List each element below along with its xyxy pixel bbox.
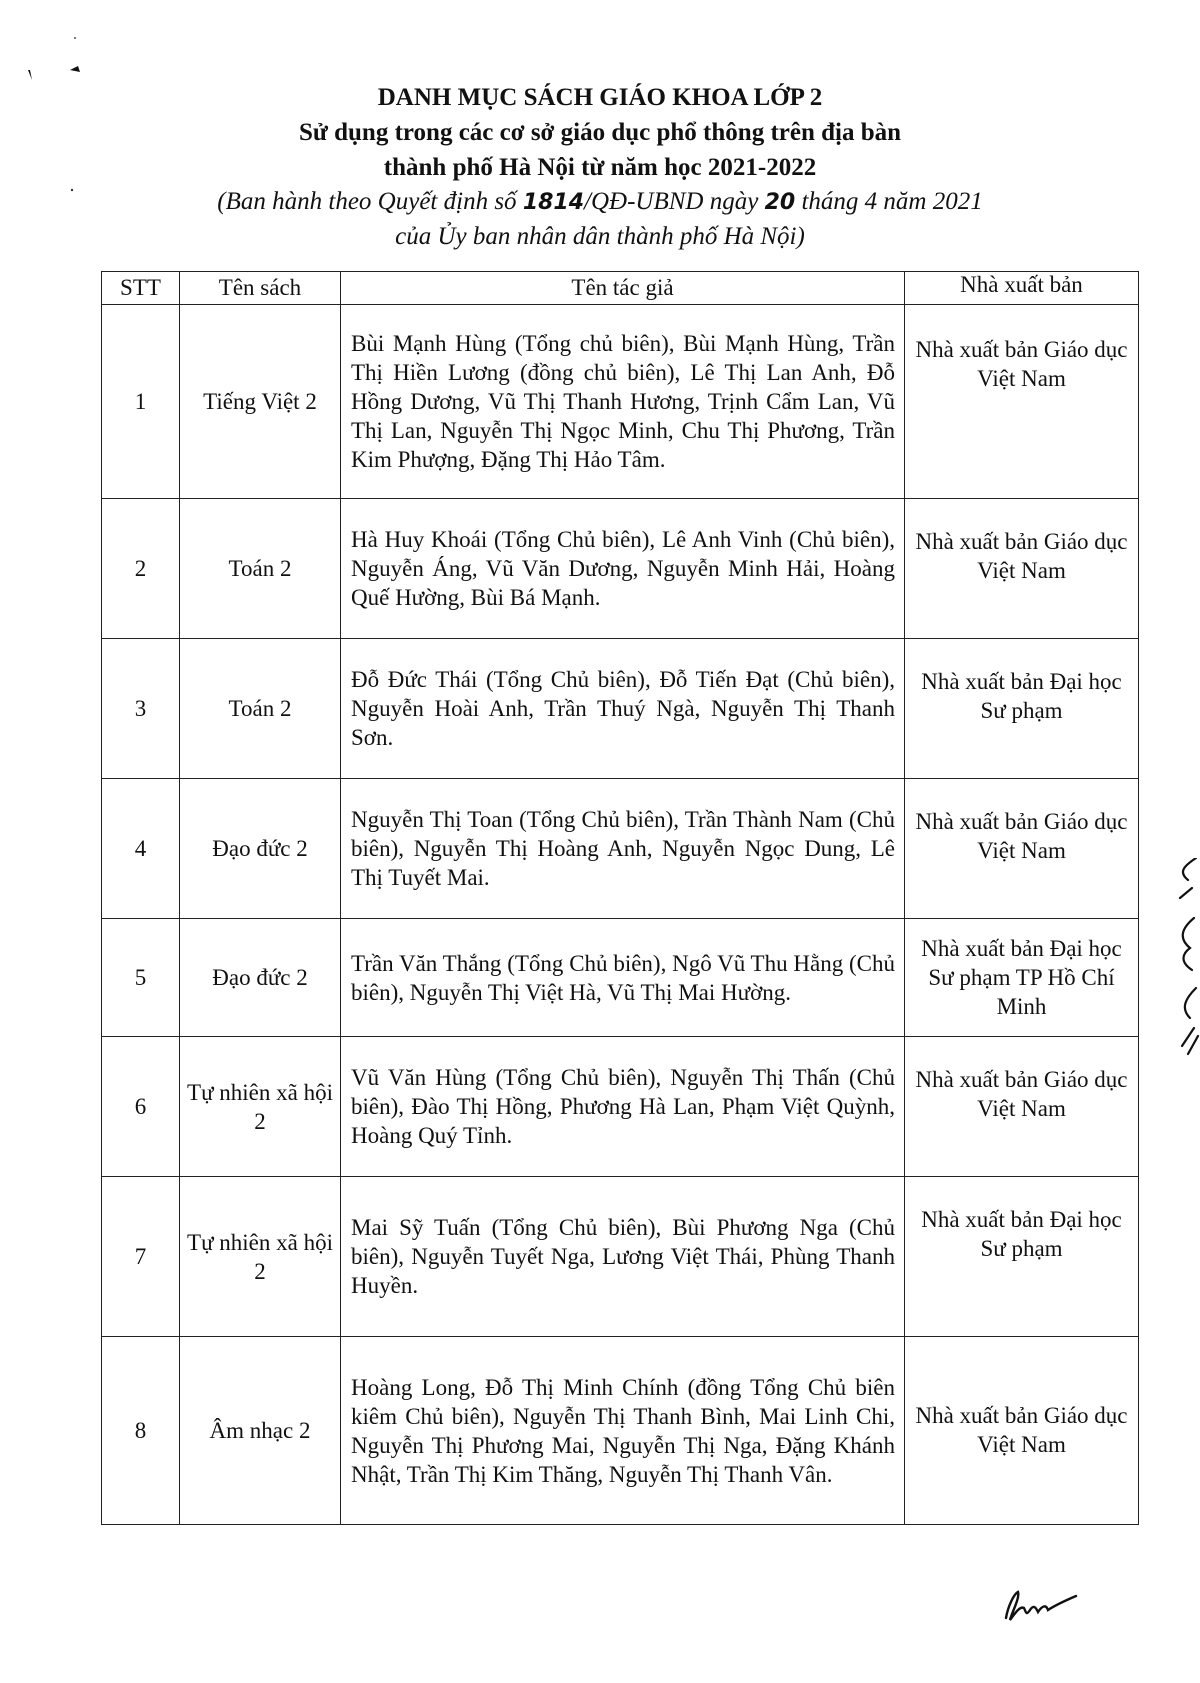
row-authors: Hoàng Long, Đỗ Thị Minh Chính (đồng Tổng Chủ biên kiêm Chủ biên), Nguyễn Thị Thanh Bình, Mai Linh Chi, Nguyễn Thị Phương Mai, Nguyễn Thị Nga, Đặng Khánh Nhật, Trần Thị Kim Thăng, Nguyễn Thị Thanh Vân. bbox=[341, 1337, 905, 1525]
document-subtitle-line-2: thành phố Hà Nội từ năm học 2021-2022 bbox=[383, 154, 817, 181]
document-header bbox=[0, 80, 1200, 254]
row-authors: Bùi Mạnh Hùng (Tổng chủ biên), Bùi Mạnh Hùng, Trần Thị Hiền Lương (đồng chủ biên), Lê Thị Lan Anh, Đỗ Hồng Dương, Vũ Thị Thanh Hương, Trịnh Cẩm Lan, Vũ Thị Lan, Nguyễn Thị Ngọc Minh, Chu Thị Phương, Trần Kim Phượng, Đặng Thị Hảo Tâm. bbox=[341, 305, 905, 499]
row-authors: Trần Văn Thắng (Tổng Chủ biên), Ngô Vũ Thu Hằng (Chủ biên), Nguyễn Thị Việt Hà, Vũ Thị Mai Hường. bbox=[341, 919, 905, 1037]
row-publisher: Nhà xuất bản Giáo dục Việt Nam bbox=[905, 1337, 1139, 1525]
row-book-title: Âm nhạc 2 bbox=[180, 1337, 341, 1525]
column-header-stt: STT bbox=[102, 272, 180, 305]
row-book-title: Toán 2 bbox=[180, 639, 341, 779]
row-publisher: Nhà xuất bản Đại học Sư phạm TP Hồ Chí Minh bbox=[905, 919, 1139, 1037]
decree-reference-line-2: của Ủy ban nhân dân thành phố Hà Nội) bbox=[395, 223, 805, 250]
decree-text-2: /QĐ-UBND ngày bbox=[584, 188, 765, 215]
row-publisher: Nhà xuất bản Đại học Sư phạm bbox=[905, 1177, 1139, 1337]
row-stt: 3 bbox=[102, 639, 180, 779]
handwritten-initials bbox=[1000, 1586, 1080, 1626]
document-subtitle-line-1: Sử dụng trong các cơ sở giáo dục phổ thông trên địa bàn bbox=[298, 119, 902, 146]
row-book-title: Toán 2 bbox=[180, 499, 341, 639]
table-row bbox=[102, 919, 1139, 1037]
table-header-row bbox=[102, 272, 1139, 305]
column-header-authors: Tên tác giả bbox=[341, 272, 905, 305]
row-book-title: Tự nhiên xã hội 2 bbox=[180, 1177, 341, 1337]
row-book-title: Tiếng Việt 2 bbox=[180, 305, 341, 499]
row-stt: 4 bbox=[102, 779, 180, 919]
table-row bbox=[102, 779, 1139, 919]
table-row bbox=[102, 1177, 1139, 1337]
document-title: DANH MỤC SÁCH GIÁO KHOA LỚP 2 bbox=[377, 84, 823, 111]
decree-day-handwritten: 20 bbox=[764, 190, 796, 215]
row-publisher: Nhà xuất bản Giáo dục Việt Nam bbox=[905, 305, 1139, 499]
textbook-catalog-table bbox=[101, 271, 1139, 1525]
row-stt: 7 bbox=[102, 1177, 180, 1337]
row-publisher: Nhà xuất bản Giáo dục Việt Nam bbox=[905, 499, 1139, 639]
row-book-title: Đạo đức 2 bbox=[180, 779, 341, 919]
margin-stamp-fragment bbox=[1174, 858, 1200, 1058]
decree-reference bbox=[0, 185, 1200, 220]
row-book-title: Đạo đức 2 bbox=[180, 919, 341, 1037]
row-authors: Đỗ Đức Thái (Tổng Chủ biên), Đỗ Tiến Đạt (Chủ biên), Nguyễn Hoài Anh, Trần Thuý Ngà, Nguyễn Thị Thanh Sơn. bbox=[341, 639, 905, 779]
table-row bbox=[102, 1037, 1139, 1177]
table-row bbox=[102, 1337, 1139, 1525]
column-header-book: Tên sách bbox=[180, 272, 341, 305]
row-publisher: Nhà xuất bản Giáo dục Việt Nam bbox=[905, 779, 1139, 919]
row-authors: Mai Sỹ Tuấn (Tổng Chủ biên), Bùi Phương Nga (Chủ biên), Nguyễn Tuyết Nga, Lương Việt Thái, Phùng Thanh Huyền. bbox=[341, 1177, 905, 1337]
row-publisher: Nhà xuất bản Giáo dục Việt Nam bbox=[905, 1037, 1139, 1177]
row-publisher: Nhà xuất bản Đại học Sư phạm bbox=[905, 639, 1139, 779]
table-row bbox=[102, 639, 1139, 779]
table-row bbox=[102, 499, 1139, 639]
row-authors: Hà Huy Khoái (Tổng Chủ biên), Lê Anh Vinh (Chủ biên), Nguyễn Áng, Vũ Văn Dương, Nguyễn Minh Hải, Hoàng Quế Hường, Bùi Bá Mạnh. bbox=[341, 499, 905, 639]
decree-number-handwritten: 1814 bbox=[522, 190, 585, 215]
row-stt: 6 bbox=[102, 1037, 180, 1177]
row-book-title: Tự nhiên xã hội 2 bbox=[180, 1037, 341, 1177]
row-stt: 2 bbox=[102, 499, 180, 639]
row-stt: 5 bbox=[102, 919, 180, 1037]
row-stt: 1 bbox=[102, 305, 180, 499]
column-header-publisher: Nhà xuất bản bbox=[905, 272, 1139, 305]
row-authors: Vũ Văn Hùng (Tổng Chủ biên), Nguyễn Thị Thấn (Chủ biên), Đào Thị Hồng, Phương Hà Lan, Phạm Việt Quỳnh, Hoàng Quý Tỉnh. bbox=[341, 1037, 905, 1177]
row-authors: Nguyễn Thị Toan (Tổng Chủ biên), Trần Thành Nam (Chủ biên), Nguyễn Thị Hoàng Anh, Nguyễn Ngọc Dung, Lê Thị Tuyết Mai. bbox=[341, 779, 905, 919]
decree-text-3: tháng 4 năm 2021 bbox=[795, 188, 983, 215]
table-row bbox=[102, 305, 1139, 499]
decree-text-1: (Ban hành theo Quyết định số bbox=[217, 188, 523, 215]
row-stt: 8 bbox=[102, 1337, 180, 1525]
